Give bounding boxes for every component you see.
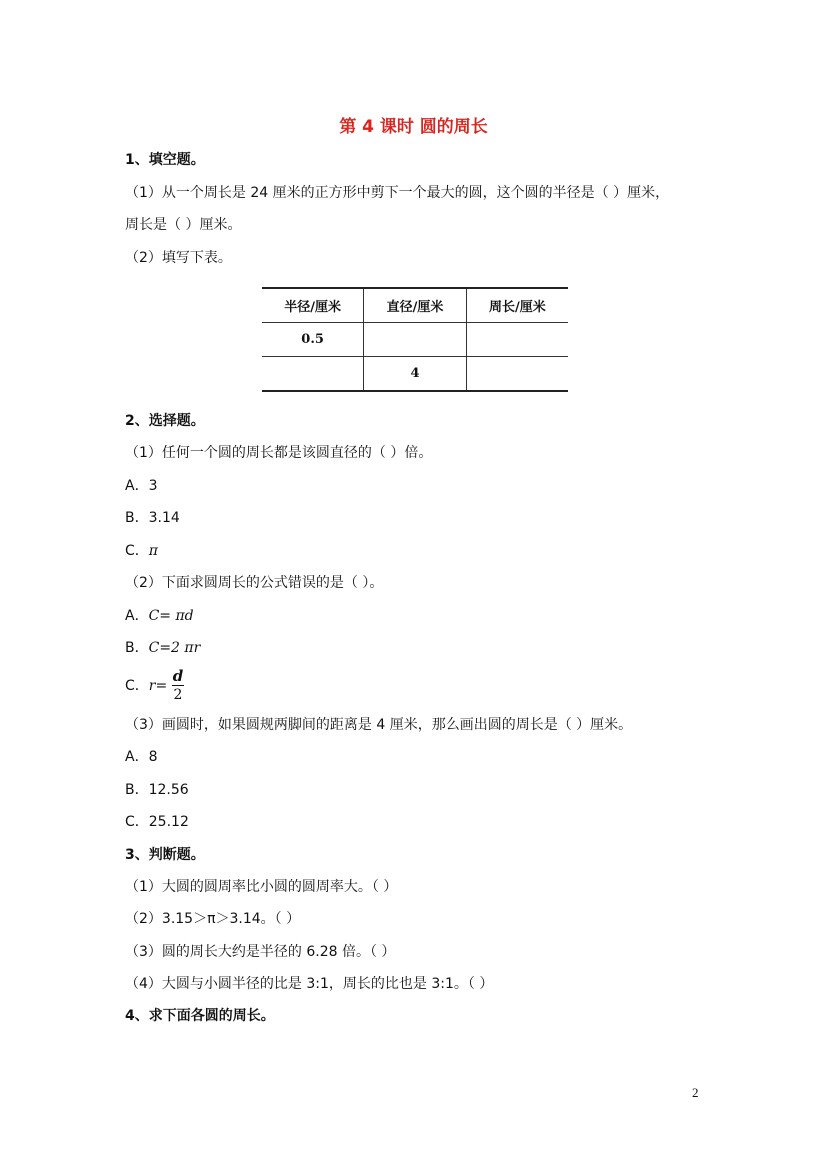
page-title: 第 4 课时 圆的周长	[339, 117, 488, 137]
table-header-circumference: 周长/厘米	[466, 288, 568, 323]
question-1-1-line2: 周长是（ ）厘米。	[125, 217, 242, 233]
option-2-1-a: A．3	[125, 478, 158, 494]
radius-diameter-table	[262, 287, 568, 392]
section-1-heading: 1、填空题。	[125, 152, 205, 168]
question-1-2: （2）填写下表。	[125, 250, 232, 266]
table-cell: 4	[364, 357, 467, 392]
formula-lhs: r=	[148, 678, 168, 694]
table-cell	[466, 323, 568, 357]
formula: C= πd	[148, 608, 194, 624]
fraction-numerator: d	[172, 667, 184, 685]
page-number: 2	[692, 1085, 699, 1100]
option-2-3-b: B．12.56	[125, 782, 189, 798]
section-4-heading: 4、求下面各圆的周长。	[125, 1008, 275, 1024]
option-2-2-a	[125, 607, 194, 625]
table-row	[262, 357, 568, 392]
question-2-1: （1）任何一个圆的周长都是该圆直径的（ ）倍。	[125, 445, 433, 461]
table-cell	[262, 357, 364, 392]
table-header-radius: 半径/厘米	[262, 288, 364, 323]
option-2-2-b	[125, 639, 200, 657]
question-2-2: （2）下面求圆周长的公式错误的是（ ）。	[125, 575, 384, 591]
question-2-3: （3）画圆时，如果圆规两脚间的距离是 4 厘米，那么画出圆的周长是（ ）厘米。	[125, 717, 633, 733]
option-prefix: C．	[125, 543, 149, 559]
table-cell	[466, 357, 568, 392]
table-row	[262, 323, 568, 357]
table-cell: 0.5	[262, 323, 364, 357]
table-cell	[364, 323, 467, 357]
fraction-denominator: 2	[173, 687, 183, 703]
fraction-d-over-2	[171, 667, 185, 704]
option-prefix: A．	[125, 608, 149, 624]
option-prefix: B．	[125, 640, 149, 656]
pi-symbol: π	[148, 543, 158, 559]
question-3-4: （4）大圆与小圆半径的比是 3:1，周长的比也是 3:1。（ ）	[125, 976, 494, 992]
option-2-3-c: C．25.12	[125, 814, 189, 830]
question-3-3: （3）圆的周长大约是半径的 6.28 倍。（ ）	[125, 944, 396, 960]
option-2-1-b: B．3.14	[125, 510, 180, 526]
table-header-diameter: 直径/厘米	[364, 288, 467, 323]
option-2-2-c	[125, 677, 167, 695]
option-2-3-a: A．8	[125, 749, 158, 765]
formula: C=2 πr	[148, 640, 201, 656]
section-3-heading: 3、判断题。	[125, 847, 205, 863]
question-3-2: （2）3.15＞π＞3.14。（ ）	[125, 911, 301, 927]
question-3-1: （1）大圆的圆周率比小圆的圆周率大。（ ）	[125, 879, 398, 895]
option-2-1-c	[125, 542, 158, 560]
option-prefix: C．	[125, 678, 149, 694]
question-1-1-line1: （1）从一个周长是 24 厘米的正方形中剪下一个最大的圆，这个圆的半径是（ ）厘米，	[125, 185, 670, 201]
table-header-row	[262, 288, 568, 323]
section-2-heading: 2、选择题。	[125, 413, 205, 429]
